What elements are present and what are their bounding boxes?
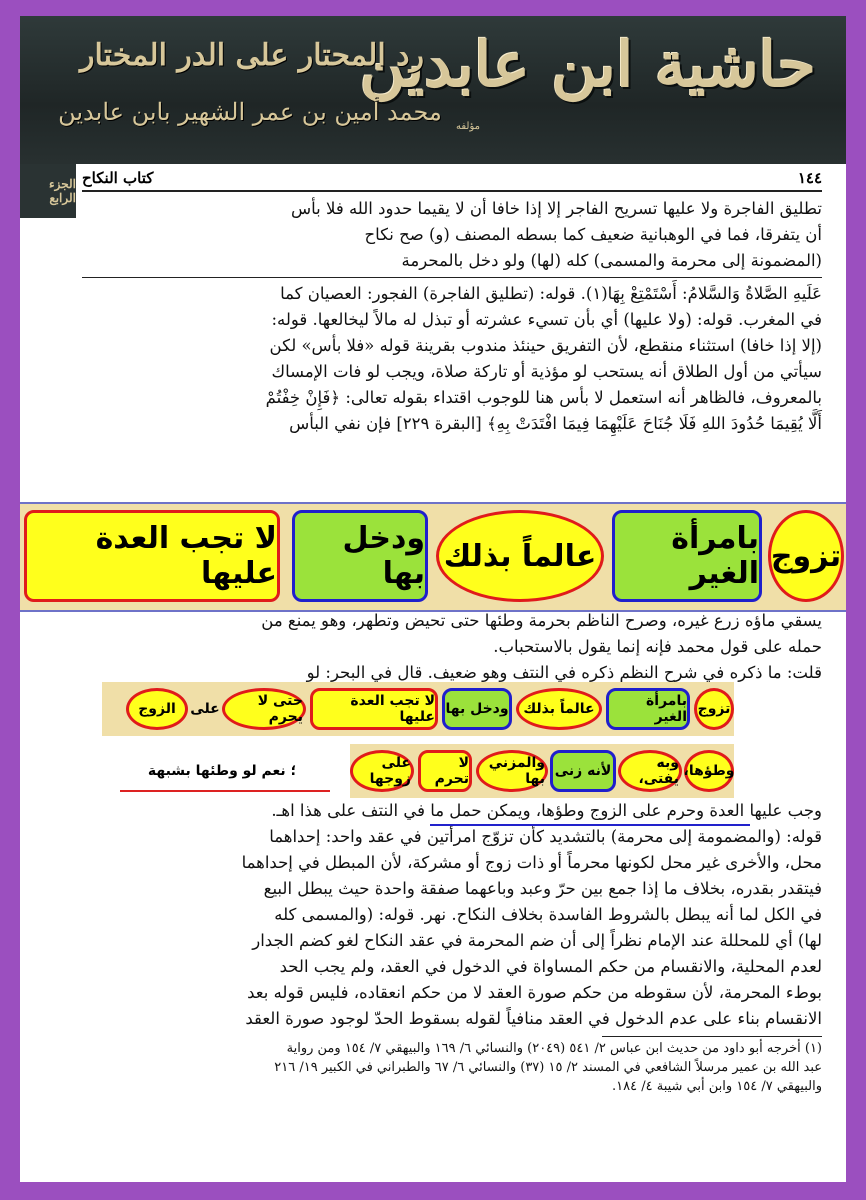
row1-marry: تزوج: [694, 688, 734, 730]
row2-intercourse: وطؤها،: [684, 750, 734, 792]
chapter-title: كتاب النكاح: [82, 169, 154, 187]
text-line: حمله على قول محمد فإنه إنما يقول بالاستحباب.: [493, 637, 822, 656]
volume-badge: الجزء الرابع: [20, 164, 76, 218]
commentary-mid: [82, 608, 822, 686]
row1-husband: الزوج: [126, 688, 188, 730]
footnotes: [82, 1036, 822, 1096]
footnote-line: (١) أخرجه أبو داود من حديث ابن عباس ٢/ ٥٤١ (٢٠٤٩) والنسائي ٦/ ١٦٩ والبيهقي ٧/ ١٥٤ ومن رواية: [286, 1041, 822, 1056]
commentary-top: [82, 281, 822, 437]
banner-author: محمد أمين بن عمر الشهير بابن عابدين: [58, 98, 442, 126]
row2-doubt-phrase: ؛ نعم لو وطئها بشبهة: [147, 763, 297, 779]
text-line: لها) أي للمحللة عند الإمام نظراً إلى أن ضم المحرمة في عقد النكاح لغو كضم الجدار: [252, 931, 822, 950]
row1-no-waiting: لا تجب العدة عليها: [310, 688, 438, 730]
text-line: بالمعروف، فالظاهر أنه استعمل لا بأس هنا للوجوب اقتداء بقوله تعالى: ﴿فَإِنْ خِفْتُمْ: [265, 388, 822, 407]
text-line: أَلَّا يُقِيمَا حُدُودَ اللهِ فَلَا جُنَاحَ عَلَيْهِمَا فِيمَا افْتَدَتْ بِهِ﴾ [البقرة ٢٢٩] فإن نفي البأس: [289, 414, 822, 433]
row2-her-husband: على زوجها: [350, 750, 414, 792]
highlight-another-wife: بامرأة الغير: [612, 510, 762, 602]
row2-fatwa: وبه يفتى،: [618, 750, 682, 792]
text-line: أن يتفرقا، فما في الوهبانية ضعيف كما بسطه المصنف (و) صح نكاح: [364, 225, 822, 244]
row1-on: على: [190, 701, 220, 717]
page-inner: [20, 16, 846, 1182]
text-line: قوله: (والمضمومة إلى محرمة) بالتشديد كأن تزوّج امرأتين في عقد واحد: إحداهما: [269, 827, 822, 846]
row1-another-wife: بامرأة الغير: [606, 688, 690, 730]
row2-adulteress: والمزني بها: [476, 750, 548, 792]
footnote-line: والبيهقي ٧/ ١٥٤ وابن أبي شيبة ٤/ ١٨٤.: [612, 1079, 822, 1094]
red-underline: [120, 790, 330, 792]
banner-title: حاشية ابن عابدين: [359, 28, 816, 101]
footnote-line: عبد الله بن عمير مرسلاً الشافعي في المسند ٢/ ١٥ (٣٧) والنسائي ٦/ ٦٧ والطبراني في الكبير ١٩/ ٢١٦: [274, 1060, 822, 1075]
text-line: (إلا إذا خافا) استثناء منقطع، لأن التفريق حينئذ مندوب بقرينة قوله «فلا بأس» لكن: [269, 336, 822, 355]
main-text: [82, 196, 822, 274]
highlight-no-waiting: لا تجب العدة عليها: [24, 510, 280, 602]
row1-knowingly: عالماً بذلك: [516, 688, 602, 730]
highlight-marry: تزوج: [768, 510, 844, 602]
text-line: بوطء المحرمة، لأن سقوطه من حكم صورة العقد لا من حكم انعقاده، فليس قوله بعد: [247, 983, 822, 1002]
banner-subtitle: رد المحتار على الدر المختار: [80, 38, 424, 73]
text-line: تطليق الفاجرة ولا عليها تسريح الفاجر إلا إذا خافا أن لا يقيما حدود الله فلا بأس: [290, 199, 822, 218]
text-line: الانقسام بناء على عدم الدخول في العقد منافياً لقوله بسقوط الحدّ لوجود صورة العقد: [245, 1009, 822, 1028]
text-line: يسقي ماؤه زرع غيره، وصرح الناظم بحرمة وطئها حتى تحيض وتطهر، وهو يمنع من: [261, 611, 822, 630]
banner-tiny: مؤلفه: [456, 121, 480, 132]
highlight-band: [20, 502, 846, 612]
text-line: (المضمونة إلى محرمة والمسمى) كله (لها) ولو دخل بالمحرمة: [401, 251, 822, 270]
text-line: سيأتي من أول الطلاق أنه يستحب لو مؤذية أو تاركة صلاة، ويجب لو فات الإمساك: [271, 362, 822, 381]
page-header: [82, 166, 822, 192]
blue-underline: [430, 824, 750, 826]
text-line: لعدم المحلية، والانقسام من حكم المساواة في الدخول في العقد، ولم يجب الحد: [279, 957, 822, 976]
highlight-knowingly: عالماً بذلك: [436, 510, 604, 602]
row2-adultery: لأنه زنى: [550, 750, 616, 792]
divider: [82, 277, 822, 278]
text-line: في المغرب. قوله: (ولا عليها) أي بأن تسيء عشرته أو تبذل له مالاً ليخالعها. قوله:: [271, 310, 822, 329]
page-number: ١٤٤: [797, 169, 822, 187]
row2-not-forbidden: لا تحرم: [418, 750, 472, 792]
text-line: قلت: ما ذكره في شرح النظم ذكره في النتف وهو ضعيف. قال في البحر: لو: [306, 663, 822, 682]
row1-not-forbidden: حتى لا يحرم: [222, 688, 306, 730]
book-banner: [20, 16, 846, 164]
row1-consummated: ودخل بها: [442, 688, 512, 730]
text-line: في الكل لما أنه يبطل بالشروط الفاسدة بخلاف النكاح. نهر. قوله: (والمسمى كله: [274, 905, 822, 924]
text-line: وجب عليها العدة وحرم على الزوج وطؤها، ويمكن حمل ما في النتف على هذا اهـ.: [271, 801, 822, 820]
highlight-consummated: ودخل بها: [292, 510, 428, 602]
page-content: [82, 166, 822, 437]
text-line: فيتقدر بقدره، بخلاف ما إذا جمع بين حرّ وعبد وباعهما صفقة واحدة حيث يبطل البيع: [263, 879, 822, 898]
highlight-row-1: [102, 682, 734, 736]
footnote-divider: [602, 1036, 822, 1037]
text-line: عَلَيهِ الصَّلاةُ وَالسَّلامُ: أَسْتَمْتِعْ بِهَا(١). قوله: (تطليق الفاجرة) الفجور: العصيان كما: [280, 284, 822, 303]
text-line: محل، والأخرى غير محل لكونها محرماً أو ذات زوج أو مشركة، لأن المبطل في إحداهما: [241, 853, 822, 872]
commentary-bottom: [82, 798, 822, 1032]
highlight-row-2: [350, 744, 734, 798]
